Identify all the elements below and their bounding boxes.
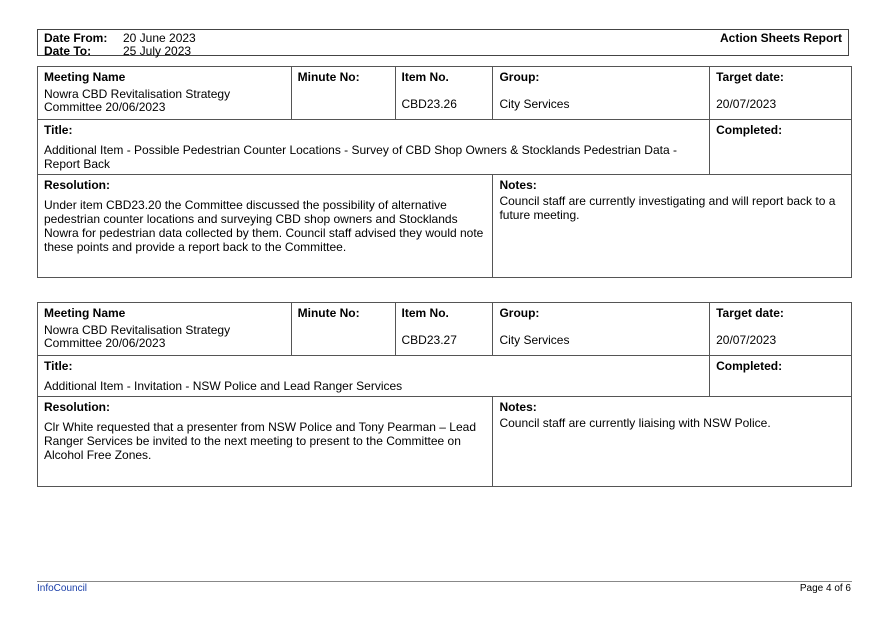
footer-brand: InfoCouncil	[37, 583, 88, 594]
target-date-label: Target date:	[716, 306, 784, 320]
action-record-1	[37, 66, 852, 278]
date-to-label: Date To:	[44, 44, 92, 58]
resolution-cell	[38, 397, 493, 487]
target-date-value: 20/07/2023	[716, 333, 777, 347]
item-no-label: Item No.	[401, 306, 449, 320]
notes-cell	[493, 175, 852, 278]
notes-value: Council staff are currently investigating and will report back to a future meeting.	[499, 194, 836, 222]
target-date-cell	[710, 67, 852, 120]
meeting-name-label: Meeting Name	[44, 306, 126, 320]
completed-label: Completed:	[716, 359, 783, 373]
date-to-value: 25 July 2023	[123, 44, 192, 58]
minute-no-label: Minute No:	[297, 70, 360, 84]
group-value: City Services	[499, 333, 570, 347]
group-cell	[493, 303, 710, 356]
completed-label: Completed:	[716, 123, 783, 137]
title-cell	[38, 356, 710, 397]
title-cell	[38, 120, 710, 175]
meeting-name-cell	[38, 303, 292, 356]
report-title: Action Sheets Report	[719, 31, 842, 45]
minute-no-cell	[291, 67, 395, 120]
date-from-value: 20 June 2023	[123, 31, 196, 45]
group-label: Group:	[499, 306, 540, 320]
item-no-cell	[395, 303, 493, 356]
title-label: Title:	[44, 123, 73, 137]
footer-divider	[37, 581, 852, 582]
group-label: Group:	[499, 70, 540, 84]
resolution-label: Resolution:	[44, 400, 110, 414]
notes-label: Notes:	[499, 400, 537, 414]
group-cell	[493, 67, 710, 120]
report-header	[37, 29, 849, 56]
item-no-label: Item No.	[401, 70, 449, 84]
meeting-name-value: Nowra CBD Revitalisation Strategy Committee 20/06/2023	[44, 323, 231, 350]
item-no-value: CBD23.27	[401, 333, 457, 347]
target-date-label: Target date:	[716, 70, 784, 84]
resolution-cell	[38, 175, 493, 278]
target-date-value: 20/07/2023	[716, 97, 777, 111]
page-number: Page 4 of 6	[799, 583, 851, 594]
title-value: Additional Item - Possible Pedestrian Counter Locations - Survey of CBD Shop Owners & Stocklands Pedestrian Data - Report Back	[44, 143, 677, 171]
target-date-cell	[710, 303, 852, 356]
notes-value: Council staff are currently liaising with NSW Police.	[499, 416, 771, 430]
resolution-label: Resolution:	[44, 178, 110, 192]
completed-cell	[710, 356, 852, 397]
notes-label: Notes:	[499, 178, 537, 192]
minute-no-cell	[291, 303, 395, 356]
minute-no-label: Minute No:	[297, 306, 360, 320]
action-record-2	[37, 302, 852, 487]
title-label: Title:	[44, 359, 73, 373]
item-no-cell	[395, 67, 493, 120]
resolution-value: Under item CBD23.20 the Committee discussed the possibility of alternative pedestrian counter locations and surveying CBD shop owners and Stocklands Nowra for pedestrian data collected by them. Council staff advised they would note these points and provide a report back to the Committee.	[44, 198, 484, 254]
notes-cell	[493, 397, 852, 487]
item-no-value: CBD23.26	[401, 97, 457, 111]
title-value: Additional Item - Invitation - NSW Police and Lead Ranger Services	[44, 379, 403, 393]
group-value: City Services	[499, 97, 570, 111]
resolution-value: Clr White requested that a presenter from NSW Police and Tony Pearman – Lead Ranger Services be invited to the next meeting to present to the Committee on Alcohol Free Zones.	[44, 420, 476, 462]
completed-cell	[710, 120, 852, 175]
meeting-name-label: Meeting Name	[44, 70, 126, 84]
meeting-name-value: Nowra CBD Revitalisation Strategy Committee 20/06/2023	[44, 87, 231, 114]
date-from-label: Date From:	[44, 31, 108, 45]
meeting-name-cell	[38, 67, 292, 120]
